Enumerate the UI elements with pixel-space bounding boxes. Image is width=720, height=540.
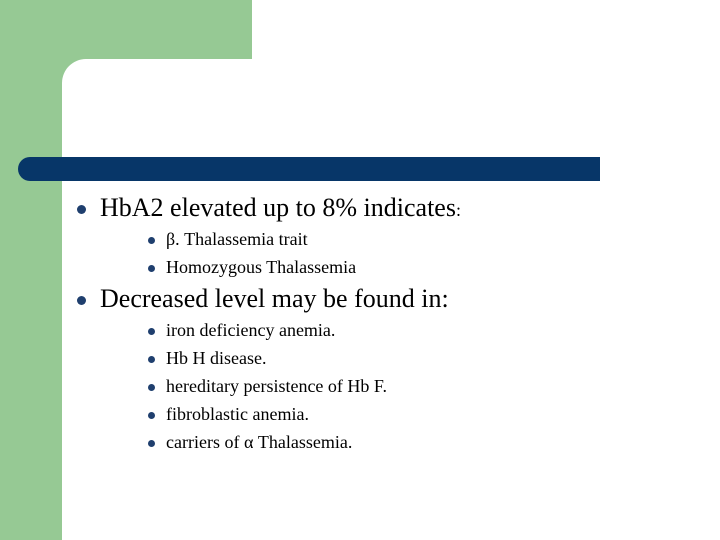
list-item (142, 429, 700, 457)
bullet-marker-icon (77, 296, 86, 305)
bullet-marker-icon (148, 237, 155, 244)
bullet-list-level2 (70, 226, 700, 282)
list-item (70, 191, 700, 224)
bullet-list-level1 (70, 191, 700, 457)
list-item-label: Hb H disease. (166, 348, 267, 369)
list-item (142, 254, 700, 282)
decoration-green-rounded-notch (62, 59, 86, 83)
list-item-label: Decreased level may be found in: (100, 284, 449, 314)
list-item-label: HbA2 elevated up to 8% indicates (100, 193, 456, 222)
list-item-label: hereditary persistence of Hb F. (166, 376, 387, 397)
decoration-green-top-block (62, 0, 252, 59)
bullet-marker-icon (77, 205, 86, 214)
decoration-green-left-bar (0, 0, 62, 540)
bullet-marker-icon (148, 384, 155, 391)
list-item-label: β. Thalassemia trait (166, 229, 308, 250)
bullet-list-level2 (70, 317, 700, 456)
bullet-marker-icon (148, 412, 155, 419)
list-item-label: iron deficiency anemia. (166, 320, 336, 341)
bullet-marker-icon (148, 265, 155, 272)
list-item (142, 317, 700, 345)
list-item-label: carriers of α Thalassemia. (166, 431, 353, 452)
list-item-label: fibroblastic anemia. (166, 403, 309, 424)
bullet-marker-icon (148, 440, 155, 447)
list-item (142, 401, 700, 429)
list-item-label: Homozygous Thalassemia (166, 257, 357, 278)
list-item-label-tail: : (455, 200, 461, 220)
list-item (142, 345, 700, 373)
bullet-marker-icon (148, 328, 155, 335)
title-bar (18, 157, 600, 181)
slide-body (70, 191, 700, 457)
bullet-marker-icon (148, 356, 155, 363)
list-item (142, 226, 700, 254)
list-item (70, 282, 700, 315)
list-item (142, 373, 700, 401)
